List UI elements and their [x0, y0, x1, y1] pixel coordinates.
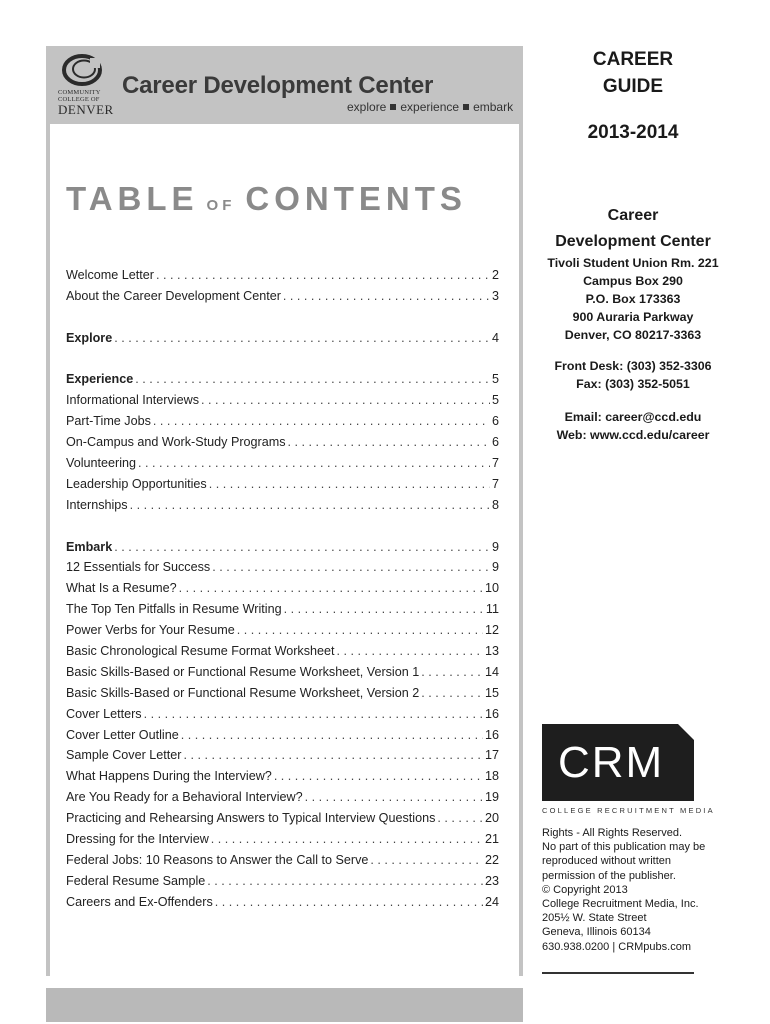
rights-line: No part of this publication may be: [542, 841, 706, 854]
toc-entry-title: Dressing for the Interview: [66, 832, 209, 847]
online-contact: [528, 408, 738, 444]
toc-entry-page: 14: [484, 664, 499, 679]
toc-dot-leader: [370, 853, 483, 867]
toc-entry[interactable]: [66, 268, 499, 289]
college-logo-icon: [60, 53, 104, 87]
toc-entry[interactable]: [66, 686, 499, 707]
tagline-word: experience: [400, 100, 460, 114]
tagline-word: explore: [347, 100, 387, 114]
rights-notice: [542, 826, 742, 954]
guide-year: 2013-2014: [587, 122, 679, 143]
toc-dot-leader: [153, 414, 490, 428]
toc-panel-footer-band: [46, 988, 523, 1022]
college-name-line: COMMUNITY: [58, 89, 101, 96]
toc-dot-leader: [181, 728, 483, 742]
toc-entry-title: Federal Jobs: 10 Reasons to Answer the Call to Serve: [66, 852, 369, 867]
toc-dot-leader: [421, 686, 483, 700]
toc-dot-leader: [215, 895, 483, 909]
toc-dot-leader: [138, 456, 490, 470]
toc-entry-title: On-Campus and Work-Study Programs: [66, 435, 286, 450]
toc-entry-page: 4: [491, 330, 499, 345]
toc-entry-page: 16: [484, 727, 499, 742]
toc-entry-title: Experience: [66, 372, 134, 387]
toc-dot-leader: [135, 372, 490, 386]
toc-entry-title: Sample Cover Letter: [66, 748, 182, 763]
rights-line: Rights - All Rights Reserved.: [542, 827, 682, 839]
college-city: DENVER: [58, 102, 114, 117]
toc-dot-leader: [274, 769, 483, 783]
toc-group-spacer: [66, 519, 499, 540]
toc-entry-page: 18: [484, 769, 499, 784]
rights-line: reproduced without written: [542, 855, 672, 868]
toc-entry[interactable]: [66, 790, 499, 811]
college-name: [58, 89, 118, 116]
page-fold-icon: [678, 724, 694, 740]
toc-entry-title: The Top Ten Pitfalls in Resume Writing: [66, 602, 282, 617]
toc-entry[interactable]: [66, 435, 499, 456]
toc-entry[interactable]: [66, 665, 499, 686]
toc-entry-title: Power Verbs for Your Resume: [66, 623, 235, 638]
toc-entry-title: Basic Skills-Based or Functional Resume Worksheet, Version 1: [66, 664, 420, 679]
toc-dot-leader: [288, 435, 490, 449]
toc-dot-leader: [211, 832, 483, 846]
website-address: Web: www.ccd.edu/career: [556, 428, 710, 442]
email-address: Email: career@ccd.edu: [564, 410, 702, 424]
rights-line: Geneva, Illinois 60134: [542, 926, 651, 939]
toc-entry-title: What Is a Resume?: [66, 581, 177, 596]
fax-number: Fax: (303) 352-5051: [576, 377, 690, 391]
publisher-name: COLLEGE RECRUITMENT MEDIA: [542, 806, 715, 815]
toc-entry[interactable]: [66, 707, 499, 728]
toc-entry-title: Practicing and Rehearsing Answers to Typical Interview Questions: [66, 811, 436, 826]
toc-heading-word: TABLE: [66, 180, 199, 217]
rights-line: College Recruitment Media, Inc.: [542, 898, 699, 911]
toc-entry-title: Basic Skills-Based or Functional Resume Worksheet, Version 2: [66, 685, 420, 700]
toc-entry[interactable]: [66, 853, 499, 874]
toc-entry-title: Volunteering: [66, 456, 137, 471]
toc-entry-page: 20: [484, 811, 499, 826]
toc-entry-title: Informational Interviews: [66, 393, 199, 408]
toc-entry-title: 12 Essentials for Success: [66, 560, 211, 575]
toc-entry-title: Are You Ready for a Behavioral Interview?: [66, 790, 303, 805]
toc-entry-title: Welcome Letter: [66, 268, 154, 282]
toc-section-entry[interactable]: [66, 540, 499, 561]
toc-entry-page: 19: [484, 790, 499, 805]
toc-dot-leader: [212, 560, 490, 574]
toc-entry[interactable]: [66, 644, 499, 665]
toc-dot-leader: [184, 748, 483, 762]
toc-entry[interactable]: [66, 477, 499, 498]
toc-dot-leader: [156, 268, 490, 282]
guide-title: [528, 46, 738, 100]
toc-entry-page: 16: [484, 706, 499, 721]
toc-entry-title: What Happens During the Interview?: [66, 769, 272, 784]
toc-entry[interactable]: [66, 895, 499, 916]
address-line: Campus Box 290: [583, 274, 683, 288]
toc-entry[interactable]: [66, 811, 499, 832]
toc-dot-leader: [114, 331, 490, 345]
toc-entry-page: 21: [484, 832, 499, 847]
toc-entry-title: Basic Chronological Resume Format Worksheet: [66, 644, 335, 659]
toc-dot-leader: [114, 540, 490, 554]
toc-entry-page: 3: [491, 288, 499, 303]
guide-title-line: GUIDE: [602, 76, 664, 97]
toc-dot-leader: [130, 498, 490, 512]
toc-entry-page: 6: [491, 414, 499, 429]
center-title: Career Development Center: [122, 72, 434, 99]
toc-entry[interactable]: [66, 289, 499, 310]
department-name-line: Career: [607, 207, 659, 224]
toc-dot-leader: [337, 644, 483, 658]
toc-dot-leader: [237, 623, 483, 637]
rights-line: 205½ W. State Street: [542, 912, 647, 925]
department-name-line: Development Center: [555, 233, 711, 250]
toc-entry-page: 12: [484, 623, 499, 638]
toc-entry-title: Federal Resume Sample: [66, 873, 206, 888]
toc-entry-page: 15: [484, 685, 499, 700]
toc-entry-title: About the Career Development Center: [66, 288, 281, 303]
mailing-address: [528, 254, 738, 344]
toc-entry[interactable]: [66, 456, 499, 477]
toc-entry-title: Explore: [66, 330, 113, 345]
toc-entry-page: 5: [491, 393, 499, 408]
tagline-word: embark: [473, 100, 514, 114]
toc-entry-page: 9: [491, 560, 499, 575]
toc-entry[interactable]: [66, 832, 499, 853]
toc-entry-title: Part-Time Jobs: [66, 414, 151, 429]
toc-entry-page: 22: [484, 852, 499, 867]
rights-line: 630.938.0200 | CRMpubs.com: [542, 940, 691, 953]
address-line: P.O. Box 173363: [585, 292, 681, 306]
toc-entry-page: 5: [491, 372, 499, 387]
divider: [542, 972, 694, 974]
toc-entry[interactable]: [66, 393, 499, 414]
toc-entry-title: Cover Letter Outline: [66, 727, 179, 742]
toc-group-spacer: [66, 352, 499, 373]
front-desk-phone: Front Desk: (303) 352-3306: [554, 359, 712, 373]
address-line: Tivoli Student Union Rm. 221: [547, 256, 719, 270]
toc-dot-leader: [209, 477, 490, 491]
toc-entry[interactable]: [66, 581, 499, 602]
square-bullet-icon: [390, 104, 396, 110]
toc-entry-page: 8: [491, 497, 499, 512]
toc-dot-leader: [144, 707, 483, 721]
guide-title-line: CAREER: [592, 49, 674, 70]
toc-dot-leader: [284, 602, 484, 616]
toc-section-entry[interactable]: [66, 331, 499, 352]
phone-numbers: [528, 357, 738, 393]
square-bullet-icon: [463, 104, 469, 110]
toc-dot-leader: [283, 289, 490, 303]
toc-group-spacer: [66, 310, 499, 331]
toc-entry[interactable]: [66, 414, 499, 435]
toc-entry-title: Cover Letters: [66, 706, 142, 721]
toc-dot-leader: [201, 393, 490, 407]
toc-section-entry[interactable]: [66, 372, 499, 393]
toc-entry[interactable]: [66, 769, 499, 790]
toc-entry-page: 7: [491, 476, 499, 491]
toc-entry[interactable]: [66, 728, 499, 749]
toc-heading: [66, 180, 467, 218]
toc-entry[interactable]: [66, 874, 499, 895]
toc-entry-page: 2: [491, 268, 499, 282]
toc-entry[interactable]: [66, 623, 499, 644]
toc-entry[interactable]: [66, 748, 499, 769]
toc-entry-title: Leadership Opportunities: [66, 476, 207, 491]
toc-entry-page: 10: [484, 581, 499, 596]
toc-entry[interactable]: [66, 602, 499, 623]
toc-dot-leader: [421, 665, 483, 679]
toc-entry[interactable]: [66, 498, 499, 519]
rights-line: © Copyright 2013: [542, 883, 628, 896]
toc-dot-leader: [207, 874, 483, 888]
toc-entry-page: 17: [484, 748, 499, 763]
toc-entry-page: 23: [484, 873, 499, 888]
toc-dot-leader: [179, 581, 483, 595]
toc-entry-page: 11: [485, 602, 499, 617]
toc-entry-page: 13: [484, 644, 499, 659]
toc-list: [66, 268, 499, 916]
address-line: 900 Auraria Parkway: [572, 310, 694, 324]
toc-dot-leader: [437, 811, 483, 825]
toc-entry-page: 9: [491, 539, 499, 554]
address-line: Denver, CO 80217-3363: [564, 328, 702, 342]
toc-entry-title: Internships: [66, 497, 128, 512]
college-name-line: COLLEGE OF: [58, 96, 100, 103]
toc-entry-page: 7: [491, 456, 499, 471]
toc-entry-title: Embark: [66, 539, 113, 554]
toc-heading-of: OF: [206, 197, 236, 214]
toc-entry-page: 6: [491, 435, 499, 450]
toc-heading-word: CONTENTS: [245, 180, 467, 217]
toc-entry-title: Careers and Ex-Offenders: [66, 894, 213, 909]
rights-line: permission of the publisher.: [542, 869, 676, 882]
toc-dot-leader: [305, 790, 483, 804]
toc-entry-page: 24: [484, 894, 499, 909]
crm-logo-text: CRM: [558, 738, 665, 787]
toc-entry[interactable]: [66, 560, 499, 581]
tagline: [347, 100, 513, 114]
department-name: [528, 203, 738, 255]
crm-logo: [542, 724, 694, 801]
